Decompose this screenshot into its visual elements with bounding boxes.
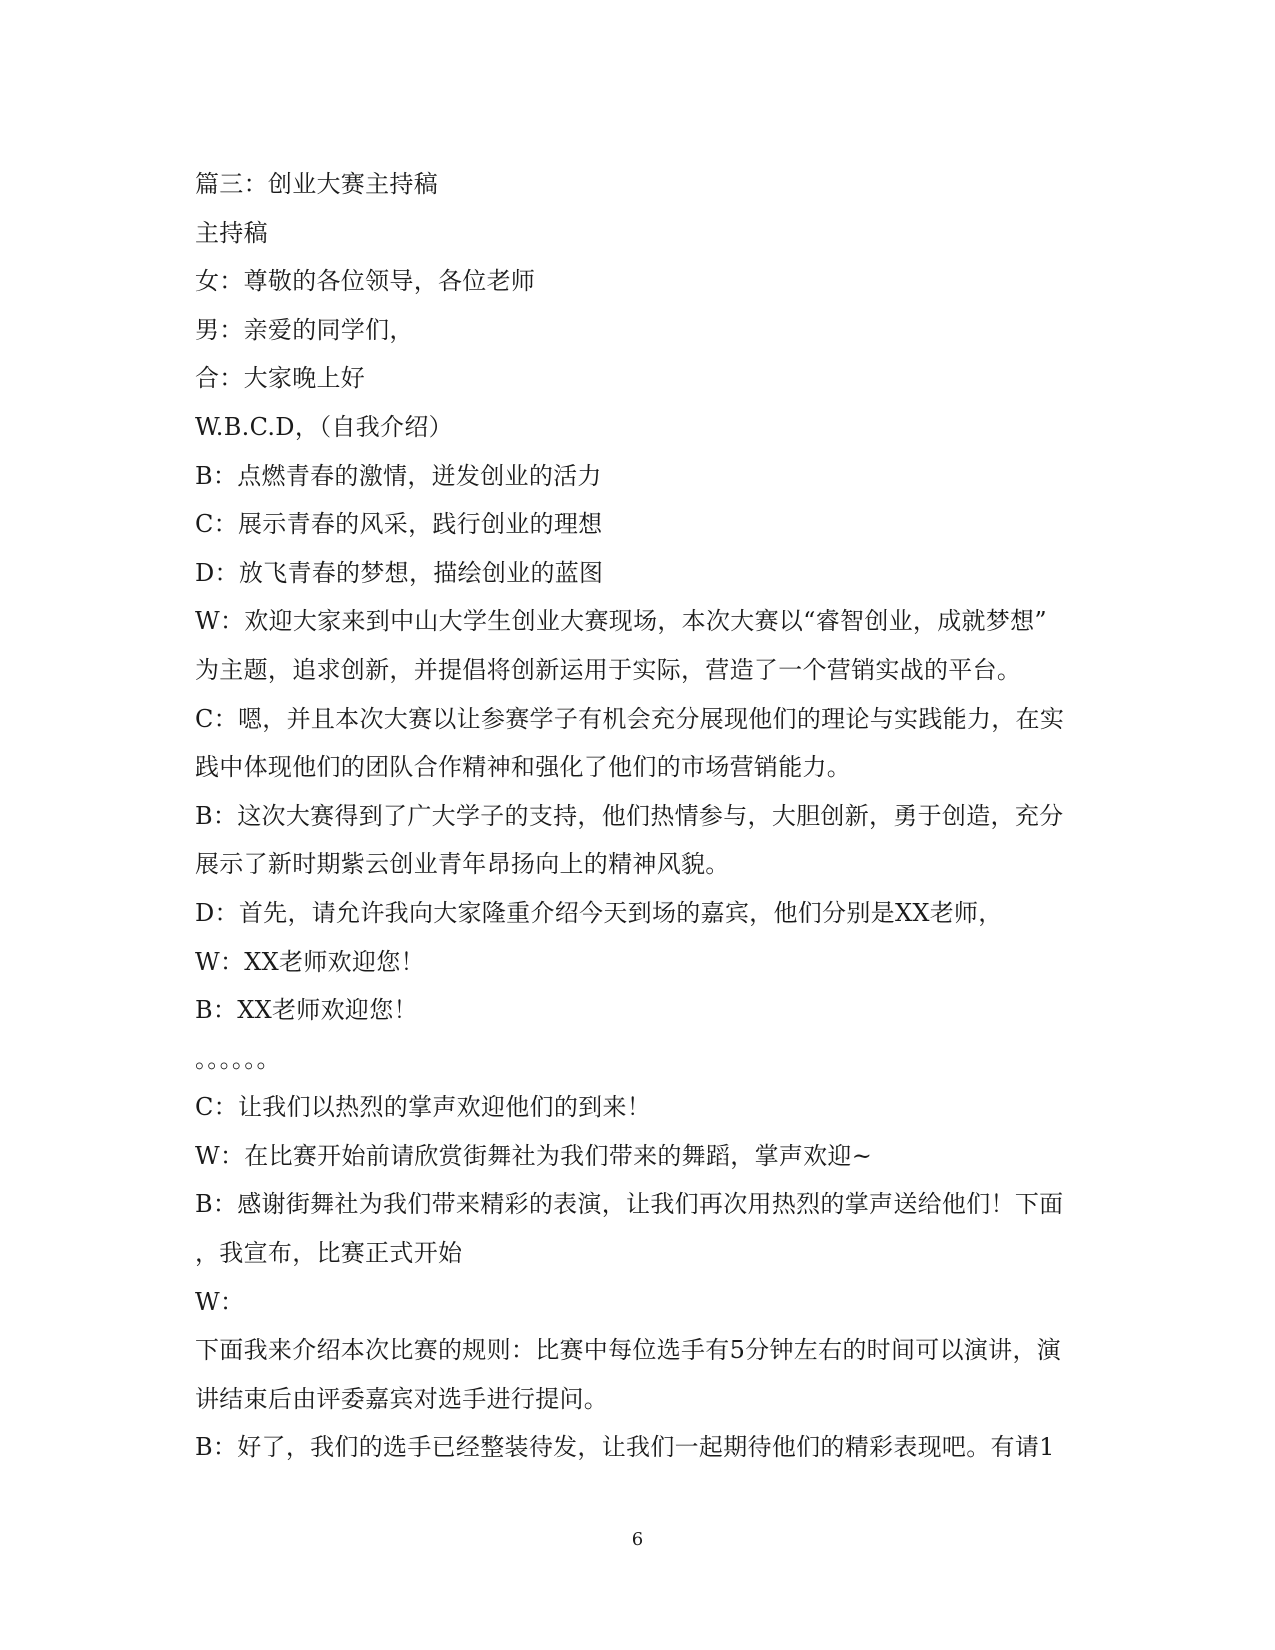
text-line: B：好了，我们的选手已经整装待发，让我们一起期待他们的精彩表现吧。有请1: [195, 1433, 1055, 1462]
text-line: B：这次大赛得到了广大学子的支持，他们热情参与，大胆创新，勇于创造，充分: [195, 801, 1064, 830]
text-line: D：放飞青春的梦想，描绘创业的蓝图: [195, 558, 604, 587]
text-line: 为主题，追求创新，并提倡将创新运用于实际，营造了一个营销实战的平台。: [195, 655, 1022, 684]
text-line: W：在比赛开始前请欣赏街舞社为我们带来的舞蹈，掌声欢迎~: [195, 1141, 873, 1170]
text-line: D：首先，请允许我向大家隆重介绍今天到场的嘉宾，他们分别是XX老师，: [195, 898, 1003, 927]
text-line: 践中体现他们的团队合作精神和强化了他们的市场营销能力。: [195, 753, 852, 782]
text-line: 。。。。。。: [195, 1044, 281, 1073]
page-number: 6: [631, 1529, 644, 1550]
text-line: C：让我们以热烈的掌声欢迎他们的到来！: [195, 1093, 652, 1122]
text-line: 下面我来介绍本次比赛的规则：比赛中每位选手有5分钟左右的时间可以演讲，演: [195, 1336, 1062, 1365]
text-line: C：嗯，并且本次大赛以让参赛学子有机会充分展现他们的理论与实践能力，在实: [195, 704, 1065, 733]
text-line: W.B.C.D，（自我介绍）: [195, 412, 453, 441]
text-line: B：感谢街舞社为我们带来精彩的表演，让我们再次用热烈的掌声送给他们！下面: [195, 1190, 1064, 1219]
document-body: [195, 160, 1085, 1472]
text-line: W：XX老师欢迎您！: [195, 947, 425, 976]
text-line: B：点燃青春的激情，迸发创业的活力: [195, 461, 602, 490]
text-line: W：欢迎大家来到中山大学生创业大赛现场，本次大赛以“睿智创业，成就梦想”: [195, 607, 1048, 636]
text-line: 男：亲爱的同学们，: [195, 315, 414, 344]
section-title: 篇三：创业大赛主持稿: [195, 170, 438, 198]
text-line: C：展示青春的风采，践行创业的理想: [195, 510, 603, 539]
text-line: ，我宣布，比赛正式开始: [195, 1239, 463, 1268]
text-line: W：: [195, 1287, 245, 1316]
text-line: B：XX老师欢迎您！: [195, 996, 418, 1025]
text-line: 讲结束后由评委嘉宾对选手进行提问。: [195, 1384, 609, 1413]
text-line: 展示了新时期紫云创业青年昂扬向上的精神风貌。: [195, 850, 730, 879]
text-line: 合：大家晚上好: [195, 364, 366, 393]
subtitle: 主持稿: [195, 218, 268, 247]
text-line: 女：尊敬的各位领导，各位老师: [195, 267, 536, 296]
